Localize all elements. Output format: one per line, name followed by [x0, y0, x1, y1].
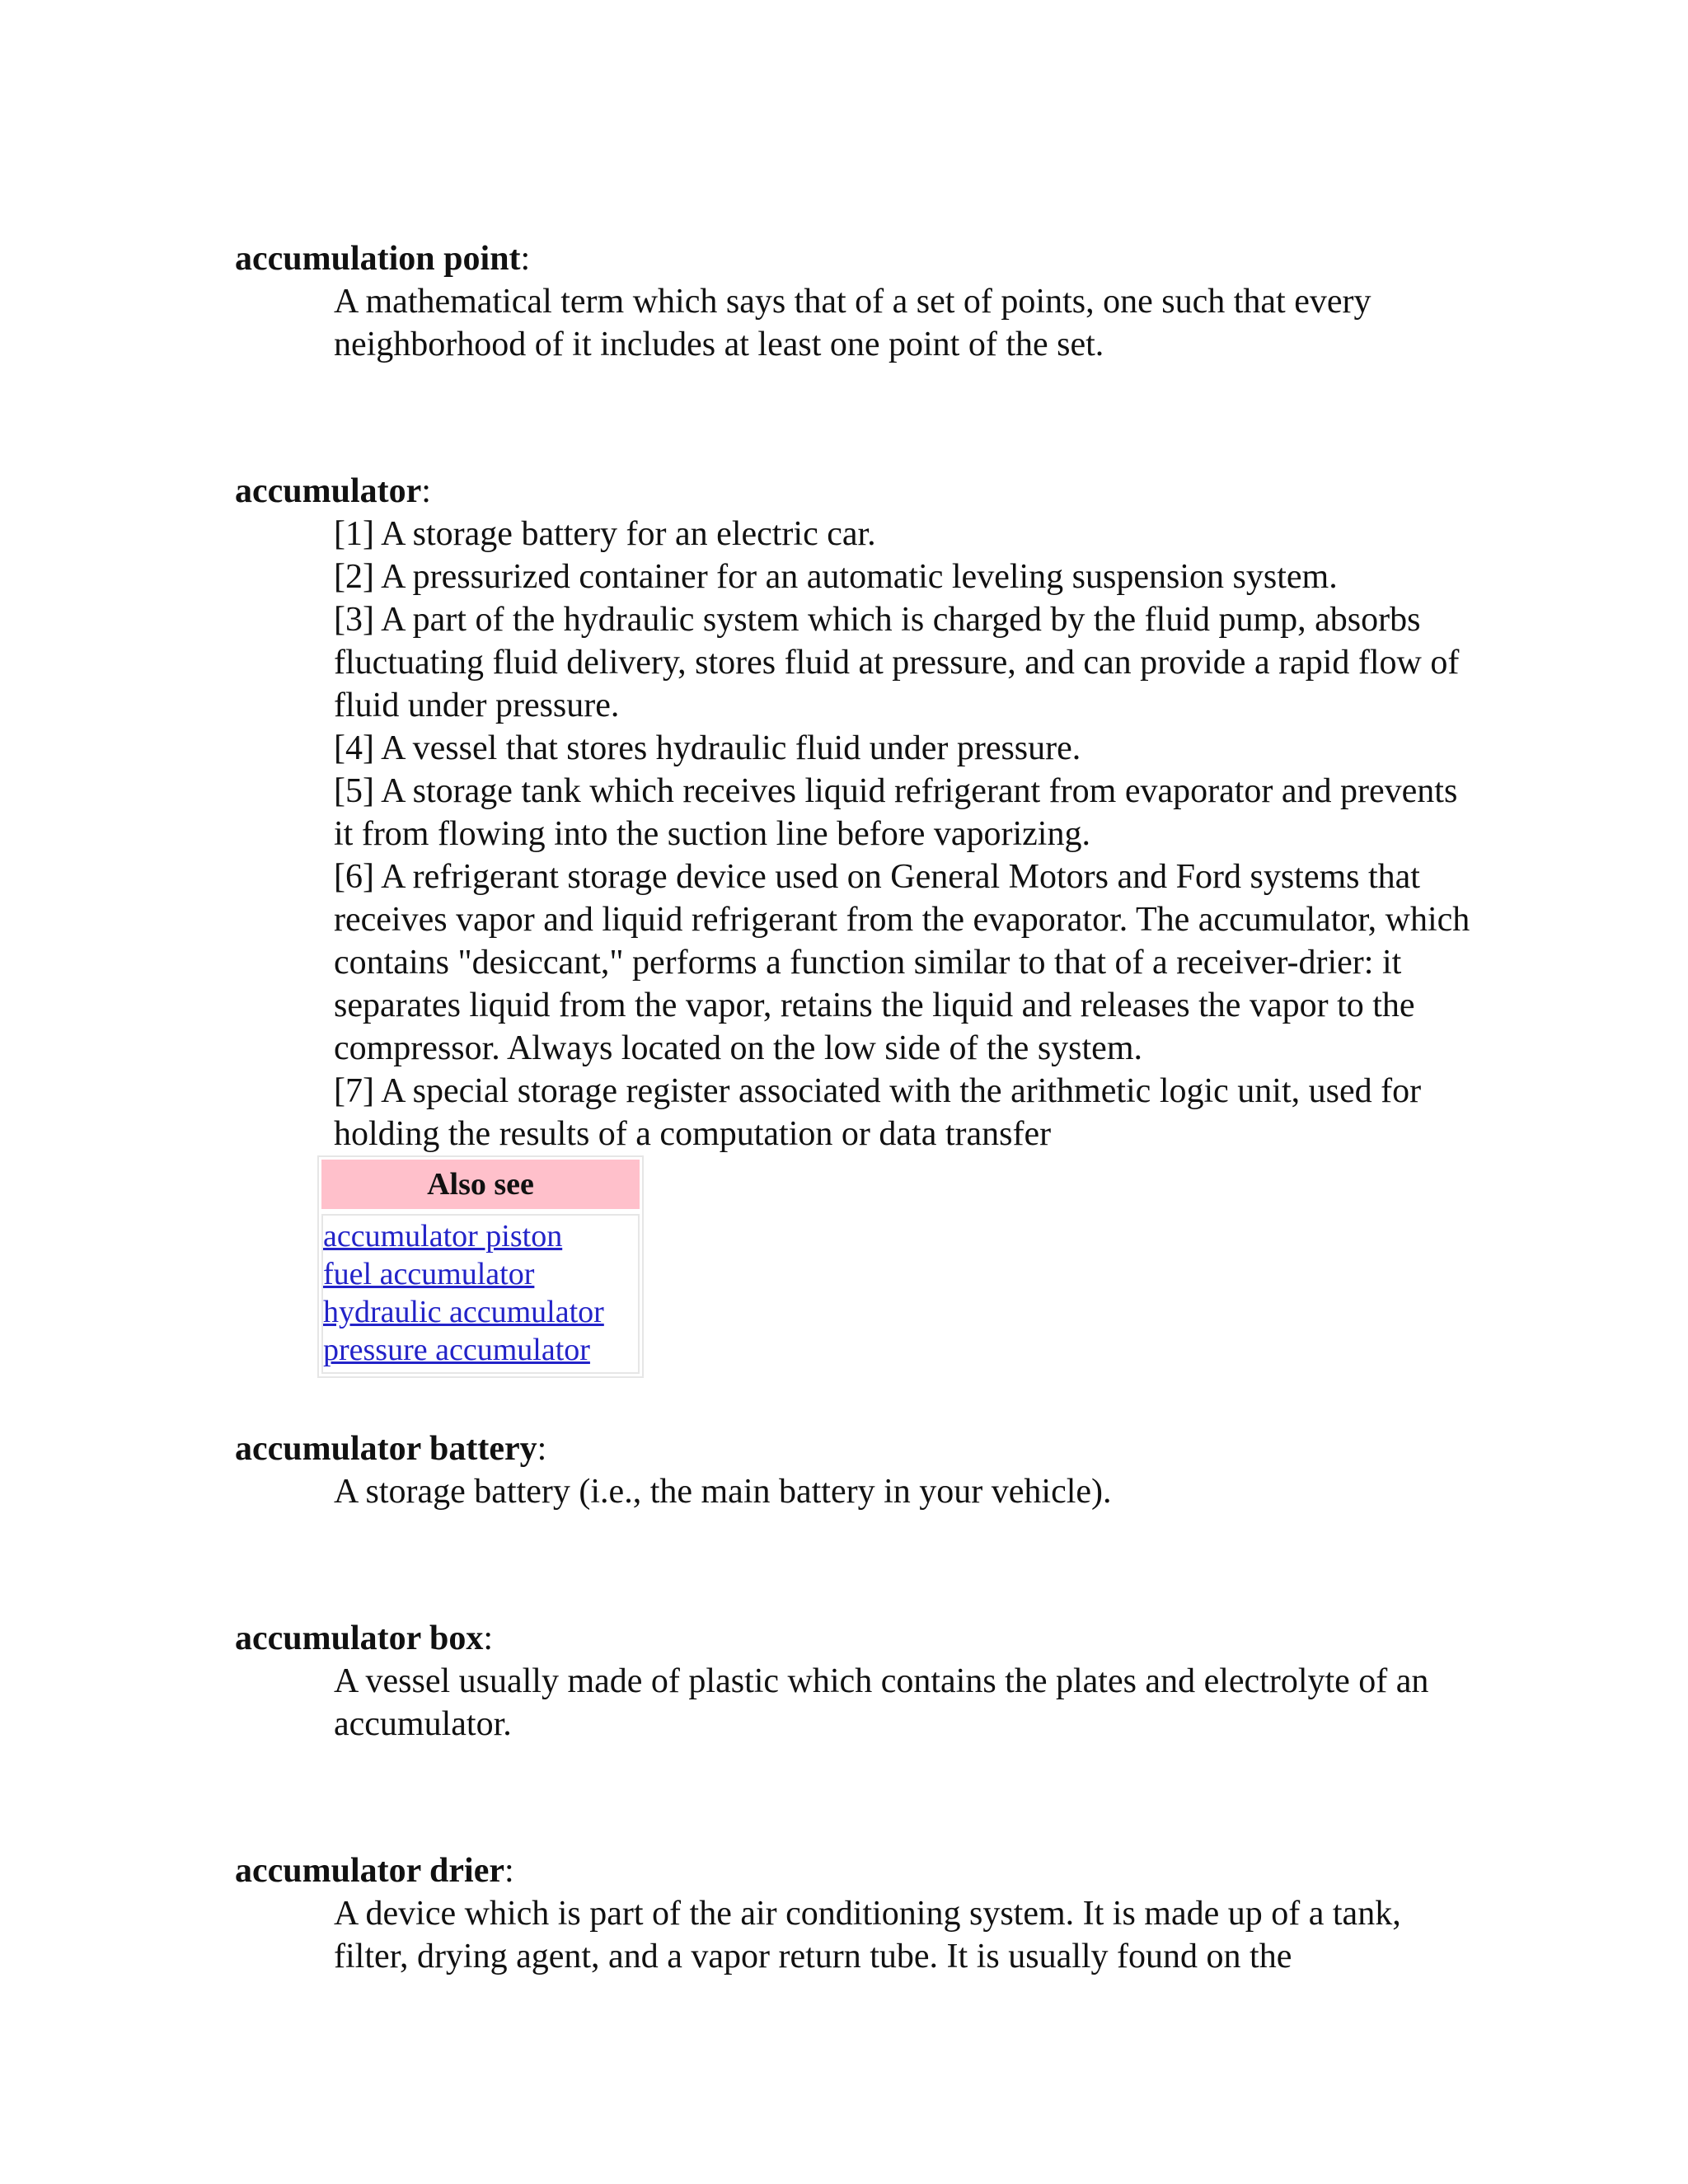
definition — [334, 280, 1471, 366]
term-colon: : — [504, 1852, 514, 1890]
definition — [334, 513, 1471, 1155]
definition-sense-6: [6] A refrigerant storage device used on General Motors and Ford systems that receives vapor and liquid refrigerant from the evaporator. The accumulator, which contains "desiccant," performs a function similar to that of a receiver-drier: it separates liquid from the vapor, retains the liquid and releases the vapor to the compressor. Always located on the low side of the system. — [334, 858, 1470, 1067]
term-colon: : — [537, 1430, 547, 1468]
term: accumulator battery — [235, 1430, 537, 1468]
term: accumulator box — [235, 1619, 484, 1657]
definition-text: A device which is part of the air conditioning system. It is made up of a tank, filter, drying agent, and a vapor return tube. It is usually found on the — [334, 1895, 1401, 1975]
glossary-entry-accumulator-battery — [235, 1427, 1471, 1513]
glossary-page — [235, 237, 1471, 1978]
definition — [334, 1660, 1471, 1746]
definition-sense-2: [2] A pressurized container for an automatic leveling suspension system. — [334, 558, 1338, 596]
term: accumulation point — [235, 240, 521, 278]
term-line — [235, 1849, 1471, 1892]
term-colon: : — [483, 1619, 494, 1657]
definition-sense-7: [7] A special storage register associated with the arithmetic logic unit, used for holding the results of a computation or data transfer — [334, 1072, 1422, 1153]
term: accumulator drier — [235, 1852, 504, 1890]
link-accumulator-piston[interactable]: accumulator piston — [323, 1219, 563, 1254]
definition-sense-4: [4] A vessel that stores hydraulic fluid under pressure. — [334, 729, 1081, 767]
entry-spacer — [235, 1513, 1471, 1617]
term-colon: : — [421, 472, 431, 510]
glossary-entry-accumulator-drier — [235, 1849, 1471, 1978]
glossary-entry-accumulator-box — [235, 1617, 1471, 1746]
definition-text: A vessel usually made of plastic which contains the plates and electrolyte of an accumulator. — [334, 1662, 1429, 1743]
definition — [334, 1892, 1471, 1978]
glossary-entry-accumulation-point — [235, 237, 1471, 366]
term-line — [235, 1617, 1471, 1660]
definition-sense-5: [5] A storage tank which receives liquid refrigerant from evaporator and prevents it from flowing into the suction line before vaporizing. — [334, 772, 1458, 853]
term: accumulator — [235, 472, 422, 510]
term-colon: : — [520, 240, 531, 278]
link-fuel-accumulator[interactable]: fuel accumulator — [323, 1257, 535, 1291]
link-pressure-accumulator[interactable]: pressure accumulator — [323, 1333, 590, 1367]
definition-text: A mathematical term which says that of a set of points, one such that every neighborhood of it includes at least one point of the set. — [334, 283, 1372, 363]
term-line — [235, 1427, 1471, 1470]
term-line — [235, 237, 1471, 280]
entry-spacer — [235, 366, 1471, 470]
term-line — [235, 470, 1471, 513]
also-see-links — [321, 1214, 640, 1374]
definition — [334, 1470, 1471, 1513]
entry-spacer — [235, 1746, 1471, 1849]
entry-spacer — [235, 1378, 1471, 1427]
link-hydraulic-accumulator[interactable]: hydraulic accumulator — [323, 1295, 604, 1329]
also-see-heading: Also see — [321, 1160, 640, 1209]
glossary-entry-accumulator — [235, 470, 1471, 1378]
definition-text: A storage battery (i.e., the main battery in your vehicle). — [334, 1473, 1112, 1511]
also-see-box — [317, 1155, 644, 1378]
definition-sense-3: [3] A part of the hydraulic system which is charged by the fluid pump, absorbs fluctuating fluid delivery, stores fluid at pressure, and can provide a rapid flow of fluid under pressure. — [334, 601, 1460, 724]
definition-sense-1: [1] A storage battery for an electric car. — [334, 515, 876, 553]
